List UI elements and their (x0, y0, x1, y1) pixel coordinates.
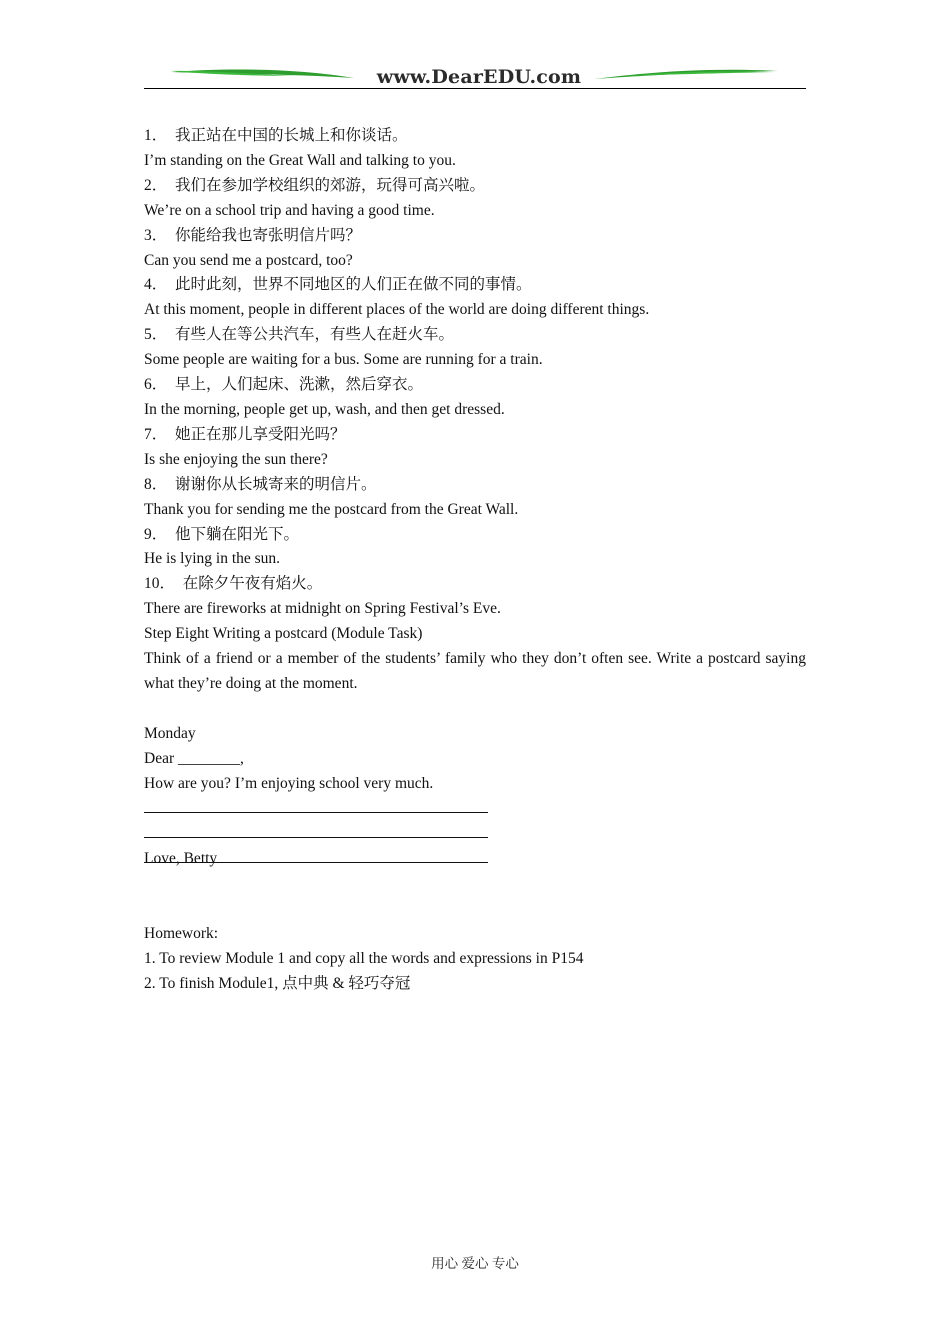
sentence-zh-6: 6． 早上，人们起床、洗漱，然后穿衣。 (144, 376, 424, 394)
sentence-zh-1: 1． 我正站在中国的长城上和你谈话。 (144, 127, 408, 144)
sentence-zh-2: 2． 我们在参加学校组织的郊游，玩得可高兴啦。 (144, 176, 486, 194)
homework-title: Homework: (144, 924, 219, 942)
page-footer: 用心 爱心 专心 (431, 1256, 519, 1271)
homework-item-2: 2. To finish Module1, 点中典 & 轻巧夺冠 (144, 974, 411, 992)
sentence-en-2: We’re on a school trip and having a good time. (144, 201, 435, 219)
step-eight-instruction: Think of a friend or a member of the students’ family who they don’t often see. Write a postcard saying what they’re doing at the moment. (144, 650, 806, 692)
postcard-closing: Love, Betty (144, 850, 218, 868)
sentence-zh-8: 8． 谢谢你从长城寄来的明信片。 (144, 475, 377, 493)
step-eight-title: Step Eight Writing a postcard (Module Task) (144, 625, 423, 643)
sentence-zh-7: 7． 她正在那儿享受阳光吗？ (144, 425, 346, 443)
homework-item-1: 1. To review Module 1 and copy all the words and expressions in P154 (144, 949, 584, 967)
sentence-en-1: I’m standing on the Great Wall and talking to you. (144, 151, 456, 169)
sentence-zh-10: 10． 在除夕午夜有焰火。 (144, 575, 323, 593)
sentence-zh-5: 5． 有些人在等公共汽车，有些人在赶火车。 (144, 326, 455, 344)
sentence-en-4: At this moment, people in different places of the world are doing different things. (144, 301, 650, 319)
header-rule (144, 88, 806, 89)
sentence-en-9: He is lying in the sun. (144, 550, 281, 568)
spacer (144, 697, 806, 722)
spacer (144, 872, 806, 897)
sentence-zh-4: 4． 此时此刻，世界不同地区的人们正在做不同的事情。 (144, 276, 532, 294)
sentence-en-6: In the morning, people get up, wash, and then get dressed. (144, 400, 505, 418)
sentence-en-8: Thank you for sending me the postcard from the Great Wall. (144, 500, 519, 518)
postcard-write-line-3 (144, 838, 488, 863)
sentence-en-10: There are fireworks at midnight on Spring Festival’s Eve. (144, 600, 501, 618)
sentence-zh-9: 9． 他下躺在阳光下。 (144, 525, 300, 543)
postcard-opening: How are you? I’m enjoying school very much. (144, 774, 434, 792)
site-logo-text: www.DearEDU.com (376, 66, 582, 88)
postcard-day: Monday (144, 724, 196, 742)
postcard-write-line-2 (144, 813, 488, 838)
sentence-zh-3: 3． 你能给我也寄张明信片吗？ (144, 226, 362, 244)
document-body (144, 124, 806, 997)
sentence-en-3: Can you send me a postcard, too? (144, 251, 353, 269)
spacer (144, 897, 806, 922)
postcard-greeting: Dear ________, (144, 749, 244, 767)
sentence-en-5: Some people are waiting for a bus. Some are running for a train. (144, 351, 543, 369)
sentence-en-7: Is she enjoying the sun there? (144, 450, 328, 468)
postcard-write-line-1 (144, 788, 488, 813)
